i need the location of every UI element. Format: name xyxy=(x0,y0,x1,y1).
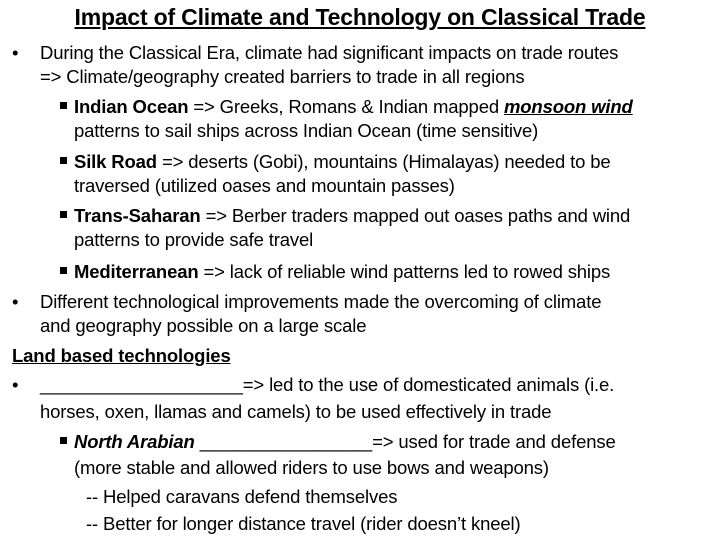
square-bullet-icon xyxy=(60,437,67,444)
bullet-3-text: => led to the use of domesticated animals (i.e. xyxy=(242,374,615,395)
bullet-2-line-1: Different technological improvements made the overcoming of climate xyxy=(40,291,602,312)
term-north-arabian: North Arabian xyxy=(74,431,195,452)
term-mediterranean: Mediterranean xyxy=(74,261,199,282)
fill-in-blank: ____________________ xyxy=(40,374,243,395)
sub-bullet-indian-ocean xyxy=(74,95,633,119)
bullet-marker: • xyxy=(12,291,19,312)
sub-text: => used for trade and defense xyxy=(372,431,616,452)
square-bullet-icon xyxy=(60,157,67,164)
square-bullet-icon xyxy=(60,211,67,218)
bullet-marker: • xyxy=(12,42,19,63)
slide-title: Impact of Climate and Technology on Classical Trade xyxy=(74,4,646,30)
sub-bullet-trans-saharan xyxy=(74,204,630,228)
sub-text: => lack of reliable wind patterns led to rowed ships xyxy=(198,261,611,282)
fill-in-blank: _________________ xyxy=(194,431,373,452)
square-bullet-icon xyxy=(60,102,67,109)
sub-bullet-north-arabian xyxy=(74,430,616,454)
section-heading: Land based technologies xyxy=(12,345,231,366)
dash-item-1: -- Helped caravans defend themselves xyxy=(86,486,398,507)
sub-bullet-silk-road-line-2: traversed (utilized oases and mountain passes) xyxy=(74,175,455,196)
term-silk-road: Silk Road xyxy=(74,151,157,172)
dash-item-2: -- Better for longer distance travel (rider doesn’t kneel) xyxy=(86,513,521,534)
bullet-3-line-2: horses, oxen, llamas and camels) to be used effectively in trade xyxy=(40,401,552,422)
sub-text: => Greeks, Romans & Indian mapped xyxy=(188,96,504,117)
bullet-marker: • xyxy=(12,374,19,395)
sub-bullet-silk-road xyxy=(74,150,611,174)
term-indian-ocean: Indian Ocean xyxy=(74,96,189,117)
bullet-1-line-1: During the Classical Era, climate had significant impacts on trade routes xyxy=(40,42,619,63)
emphasis-monsoon-wind: monsoon wind xyxy=(503,96,633,117)
sub-bullet-north-arabian-line-2: (more stable and allowed riders to use bows and weapons) xyxy=(74,457,549,478)
sub-text: => deserts (Gobi), mountains (Himalayas) needed to be xyxy=(156,151,611,172)
sub-bullet-mediterranean xyxy=(74,260,610,284)
bullet-1-line-2: => Climate/geography created barriers to trade in all regions xyxy=(40,66,525,87)
square-bullet-icon xyxy=(60,267,67,274)
bullet-3-line-1 xyxy=(40,373,614,397)
sub-bullet-trans-saharan-line-2: patterns to provide safe travel xyxy=(74,229,314,250)
bullet-2-line-2: and geography possible on a large scale xyxy=(40,315,367,336)
term-trans-saharan: Trans-Saharan xyxy=(74,205,201,226)
sub-text: => Berber traders mapped out oases paths and wind xyxy=(200,205,631,226)
sub-bullet-indian-ocean-line-2: patterns to sail ships across Indian Ocean (time sensitive) xyxy=(74,120,539,141)
